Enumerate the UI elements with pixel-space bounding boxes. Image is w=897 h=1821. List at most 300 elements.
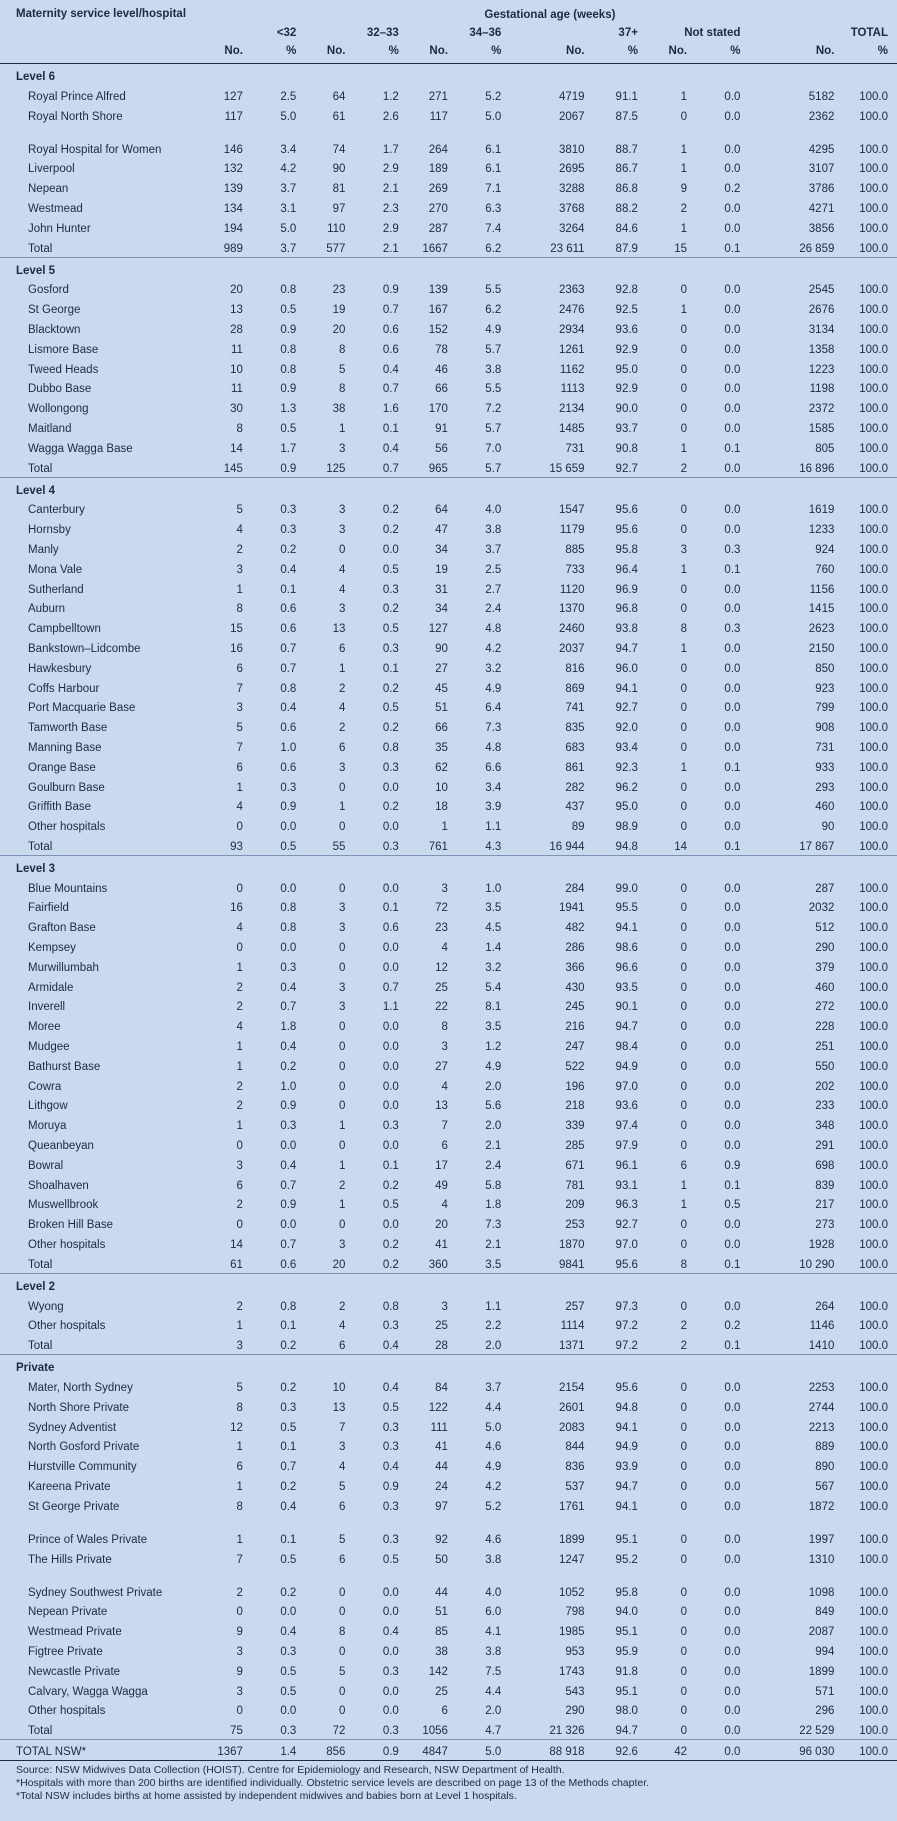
table-row bbox=[0, 1213, 897, 1233]
percent-cell: 3.7 bbox=[280, 183, 297, 196]
count-cell: 2460 bbox=[558, 623, 585, 636]
percent-cell: 0.7 bbox=[280, 662, 297, 675]
percent-cell: 100.0 bbox=[859, 323, 888, 336]
percent-cell: 97.4 bbox=[615, 1120, 638, 1133]
percent-cell: 0.0 bbox=[724, 1021, 741, 1034]
count-cell: 741 bbox=[565, 702, 585, 715]
count-cell: 61 bbox=[332, 110, 346, 123]
hospital-name: Coffs Harbour bbox=[28, 682, 100, 695]
table-header bbox=[0, 0, 897, 64]
count-cell: 296 bbox=[815, 1705, 835, 1718]
count-cell: 6 bbox=[339, 642, 346, 655]
percent-cell: 100.0 bbox=[859, 543, 888, 556]
hospital-name: Bathurst Base bbox=[28, 1060, 101, 1073]
table-row bbox=[0, 617, 897, 637]
percent-cell: 2.1 bbox=[354, 237, 407, 257]
percent-cell: 84.6 bbox=[615, 222, 638, 235]
table-row bbox=[0, 677, 897, 697]
count-cell: 1 bbox=[236, 1533, 243, 1546]
count-cell: 24 bbox=[435, 1481, 448, 1493]
count-cell: 25 bbox=[435, 1320, 448, 1333]
count-cell: 1 bbox=[339, 1159, 346, 1172]
table-row bbox=[0, 1396, 897, 1416]
percent-cell: 0.0 bbox=[724, 801, 741, 814]
count-cell: 218 bbox=[565, 1100, 585, 1113]
count-cell: 0 bbox=[680, 781, 688, 794]
percent-cell: 0.0 bbox=[696, 1719, 749, 1739]
count-cell: 0 bbox=[680, 1120, 688, 1133]
count-cell: 2676 bbox=[808, 304, 835, 317]
section-title: Level 2 bbox=[16, 1280, 55, 1293]
count-cell: 816 bbox=[565, 662, 585, 675]
count-cell: 0 bbox=[680, 1553, 688, 1566]
percent-cell: 0.3 bbox=[280, 781, 297, 794]
table-row bbox=[0, 1680, 897, 1700]
percent-cell: 0.0 bbox=[724, 1685, 741, 1698]
table-row bbox=[0, 716, 897, 736]
count-cell: 366 bbox=[565, 961, 585, 974]
count-cell: 2 bbox=[236, 1586, 243, 1599]
hospital-name: Figtree Private bbox=[28, 1645, 103, 1658]
count-cell: 145 bbox=[203, 457, 252, 477]
percent-cell: 100.0 bbox=[859, 1401, 888, 1414]
count-cell: 9 bbox=[236, 1665, 243, 1678]
count-cell: 4847 bbox=[408, 1740, 457, 1760]
count-cell: 245 bbox=[565, 1001, 585, 1014]
percent-cell: 3.5 bbox=[485, 1021, 502, 1034]
service-level-header: Maternity service level/hospital bbox=[16, 8, 187, 20]
hospital-name: Other hospitals bbox=[28, 1239, 106, 1252]
table-row bbox=[0, 318, 897, 338]
percent-cell: 0.0 bbox=[382, 821, 399, 834]
table-row bbox=[0, 1035, 897, 1055]
count-cell: 34 bbox=[435, 603, 448, 616]
percent-cell: 3.8 bbox=[485, 363, 502, 376]
percent-cell: 100.0 bbox=[859, 1060, 888, 1073]
table-row bbox=[0, 1620, 897, 1640]
count-cell: 55 bbox=[305, 835, 354, 855]
count-cell: 20 bbox=[230, 284, 243, 297]
percent-cell: 4.1 bbox=[485, 1626, 502, 1639]
percent-cell: 0.8 bbox=[280, 363, 297, 376]
count-cell: 19 bbox=[435, 563, 448, 576]
hospital-name: Mona Vale bbox=[28, 563, 83, 576]
percent-cell: 2.4 bbox=[485, 1159, 502, 1172]
count-cell: 139 bbox=[223, 183, 243, 196]
count-cell: 0 bbox=[680, 1300, 688, 1313]
count-cell: 0 bbox=[236, 1219, 243, 1232]
percent-cell: 2.3 bbox=[382, 202, 399, 215]
percent-cell: 0.3 bbox=[280, 1120, 297, 1133]
percent-cell: 95.8 bbox=[615, 543, 638, 556]
sub-header-pct: % bbox=[491, 45, 502, 57]
count-cell: 3 bbox=[339, 981, 346, 994]
count-cell: 196 bbox=[565, 1080, 585, 1093]
percent-cell: 100.0 bbox=[859, 1586, 888, 1599]
table-row bbox=[0, 1095, 897, 1115]
percent-cell: 0.5 bbox=[724, 1199, 741, 1212]
count-cell: 1223 bbox=[808, 363, 835, 376]
count-cell: 5 bbox=[339, 1665, 346, 1678]
count-cell: 25 bbox=[435, 981, 448, 994]
count-cell: 2545 bbox=[808, 284, 835, 297]
percent-cell: 0.0 bbox=[724, 1300, 741, 1313]
percent-cell: 94.8 bbox=[594, 835, 647, 855]
count-cell: 1 bbox=[236, 1060, 243, 1073]
count-cell: 0 bbox=[236, 1140, 243, 1153]
percent-cell: 0.0 bbox=[724, 1140, 741, 1153]
count-cell: 856 bbox=[305, 1740, 354, 1760]
count-cell: 1198 bbox=[809, 383, 835, 396]
percent-cell: 1.0 bbox=[280, 1080, 297, 1093]
table-row bbox=[0, 796, 897, 816]
count-cell: 0 bbox=[680, 682, 688, 695]
count-cell: 861 bbox=[565, 761, 585, 774]
hospital-name: Moruya bbox=[28, 1120, 67, 1133]
percent-cell: 2.0 bbox=[485, 1120, 502, 1133]
percent-cell: 100.0 bbox=[859, 781, 888, 794]
count-cell: 0 bbox=[339, 1060, 346, 1073]
count-cell: 0 bbox=[339, 961, 346, 974]
table-row bbox=[0, 538, 897, 558]
percent-cell: 2.1 bbox=[485, 1140, 502, 1153]
count-cell: 2087 bbox=[808, 1626, 835, 1639]
percent-cell: 0.2 bbox=[382, 682, 399, 695]
count-cell: 571 bbox=[815, 1685, 835, 1698]
percent-cell: 0.0 bbox=[724, 942, 741, 955]
percent-cell: 0.7 bbox=[280, 1239, 297, 1252]
percent-cell: 0.4 bbox=[382, 363, 399, 376]
count-cell: 51 bbox=[435, 702, 448, 715]
count-cell: 0 bbox=[680, 882, 688, 895]
count-cell: 0 bbox=[680, 741, 688, 754]
percent-cell: 0.4 bbox=[280, 702, 297, 715]
percent-cell: 100.0 bbox=[859, 942, 888, 955]
percent-cell: 0.3 bbox=[382, 1665, 399, 1678]
count-cell: 6 bbox=[339, 1500, 346, 1513]
percent-cell: 3.8 bbox=[485, 1553, 502, 1566]
count-cell: 20 bbox=[435, 1219, 448, 1232]
percent-cell: 0.2 bbox=[252, 1334, 305, 1354]
count-cell: 9 bbox=[680, 183, 688, 196]
percent-cell: 94.1 bbox=[615, 1500, 638, 1513]
count-cell: 0 bbox=[680, 1060, 688, 1073]
percent-cell: 2.5 bbox=[485, 563, 502, 576]
count-cell: 1985 bbox=[558, 1626, 585, 1639]
table-notes bbox=[0, 1760, 897, 1803]
hospital-name: Wollongong bbox=[28, 403, 89, 416]
percent-cell: 0.0 bbox=[382, 1705, 399, 1718]
section-header-row bbox=[0, 855, 897, 877]
source-note: Source: NSW Midwives Data Collection (HOIST). Centre for Epidemiology and Research, NSW Department of Health. bbox=[16, 1763, 565, 1776]
count-cell: 125 bbox=[305, 457, 354, 477]
table-row bbox=[0, 1295, 897, 1315]
section-total-row bbox=[0, 1719, 897, 1739]
count-cell: 4 bbox=[236, 524, 243, 537]
percent-cell: 0.0 bbox=[724, 1041, 741, 1054]
count-cell: 1872 bbox=[808, 1500, 835, 1513]
count-cell: 839 bbox=[815, 1179, 835, 1192]
count-cell: 0 bbox=[680, 1100, 688, 1113]
sub-header-no: No. bbox=[566, 45, 585, 57]
col-header-37-plus: 37+ bbox=[618, 27, 638, 39]
percent-cell: 100.0 bbox=[859, 801, 888, 814]
percent-cell: 100.0 bbox=[859, 143, 888, 156]
percent-cell: 0.0 bbox=[724, 1586, 741, 1599]
percent-cell: 94.7 bbox=[615, 642, 638, 655]
count-cell: 257 bbox=[565, 1300, 585, 1313]
count-cell: 7 bbox=[236, 741, 243, 754]
percent-cell: 100.0 bbox=[859, 1120, 888, 1133]
count-cell: 62 bbox=[435, 761, 448, 774]
count-cell: 8 bbox=[339, 1626, 346, 1639]
percent-cell: 7.0 bbox=[485, 442, 502, 455]
count-cell: 512 bbox=[815, 922, 835, 935]
count-cell: 23 bbox=[332, 284, 346, 297]
count-cell: 2623 bbox=[808, 623, 835, 636]
percent-cell: 100.0 bbox=[859, 1500, 888, 1513]
percent-cell: 0.2 bbox=[280, 1060, 297, 1073]
hospital-name: Bankstown–Lidcombe bbox=[28, 642, 141, 655]
percent-cell: 100.0 bbox=[859, 284, 888, 297]
percent-cell: 6.6 bbox=[485, 761, 502, 774]
table-row bbox=[0, 338, 897, 358]
count-cell: 0 bbox=[339, 882, 346, 895]
count-cell: 1 bbox=[680, 1199, 688, 1212]
count-cell: 16 896 bbox=[749, 457, 843, 477]
count-cell: 1179 bbox=[559, 524, 585, 537]
count-cell: 2083 bbox=[558, 1421, 585, 1434]
percent-cell: 0.0 bbox=[382, 781, 399, 794]
percent-cell: 0.2 bbox=[724, 183, 741, 196]
count-cell: 3 bbox=[339, 603, 346, 616]
percent-cell: 0.0 bbox=[382, 543, 399, 556]
percent-cell: 4.2 bbox=[485, 1481, 502, 1493]
count-cell: 869 bbox=[565, 682, 585, 695]
percent-cell: 0.6 bbox=[252, 1253, 305, 1273]
count-cell: 965 bbox=[408, 457, 457, 477]
percent-cell: 0.1 bbox=[280, 583, 297, 596]
percent-cell: 5.7 bbox=[485, 343, 502, 356]
count-cell: 3768 bbox=[558, 202, 585, 215]
count-cell: 4 bbox=[339, 563, 346, 576]
sub-header-pct: % bbox=[286, 45, 297, 57]
percent-cell: 0.8 bbox=[280, 922, 297, 935]
percent-cell: 93.5 bbox=[615, 981, 638, 994]
count-cell: 781 bbox=[565, 1179, 585, 1192]
percent-cell: 100.0 bbox=[859, 761, 888, 774]
table-row bbox=[0, 1376, 897, 1396]
count-cell: 142 bbox=[428, 1665, 448, 1678]
section-title: Level 3 bbox=[16, 862, 55, 875]
count-cell: 273 bbox=[815, 1219, 835, 1232]
percent-cell: 100.0 bbox=[859, 1100, 888, 1113]
count-cell: 7 bbox=[339, 1421, 346, 1434]
percent-cell: 0.0 bbox=[724, 1382, 741, 1395]
count-cell: 5 bbox=[339, 363, 346, 376]
percent-cell: 0.1 bbox=[280, 1441, 297, 1454]
percent-cell: 4.9 bbox=[485, 1060, 502, 1073]
percent-cell: 0.0 bbox=[382, 1645, 399, 1658]
count-cell: 0 bbox=[680, 1140, 688, 1153]
percent-cell: 0.1 bbox=[382, 422, 399, 435]
percent-cell: 1.7 bbox=[280, 442, 297, 455]
percent-cell: 0.0 bbox=[724, 110, 741, 123]
percent-cell: 0.0 bbox=[724, 583, 741, 596]
count-cell: 27 bbox=[435, 1060, 448, 1073]
percent-cell: 3.8 bbox=[485, 524, 502, 537]
table-row bbox=[0, 105, 897, 125]
count-cell: 0 bbox=[339, 781, 346, 794]
sub-header-no: No. bbox=[326, 45, 346, 57]
percent-cell: 91.1 bbox=[615, 90, 638, 103]
percent-cell: 0.0 bbox=[724, 1239, 741, 1252]
percent-cell: 0.9 bbox=[280, 801, 297, 814]
percent-cell: 94.7 bbox=[615, 1481, 638, 1493]
percent-cell: 94.1 bbox=[615, 682, 638, 695]
count-cell: 1367 bbox=[203, 1740, 252, 1760]
percent-cell: 5.4 bbox=[485, 981, 502, 994]
percent-cell: 4.7 bbox=[457, 1719, 510, 1739]
hospital-name: Nepean Private bbox=[28, 1606, 108, 1619]
percent-cell: 0.4 bbox=[382, 1382, 399, 1395]
percent-cell: 3.2 bbox=[485, 961, 502, 974]
hospital-name: St George Private bbox=[28, 1500, 120, 1513]
percent-cell: 3.9 bbox=[485, 801, 502, 814]
percent-cell: 0.0 bbox=[724, 504, 741, 517]
percent-cell: 5.2 bbox=[485, 90, 502, 103]
count-cell: 1 bbox=[680, 1179, 688, 1192]
hospital-name: Orange Base bbox=[28, 761, 96, 774]
count-cell: 110 bbox=[327, 222, 346, 235]
percent-cell: 0.5 bbox=[382, 1199, 399, 1212]
sub-header-row bbox=[0, 42, 897, 64]
count-cell: 698 bbox=[815, 1159, 835, 1172]
table-row bbox=[0, 578, 897, 598]
count-cell: 49 bbox=[435, 1179, 448, 1192]
percent-cell: 100.0 bbox=[859, 403, 888, 416]
count-cell: 97 bbox=[332, 202, 346, 215]
percent-cell: 100.0 bbox=[859, 1239, 888, 1252]
count-cell: 5182 bbox=[808, 90, 835, 103]
count-cell: 3 bbox=[236, 1685, 243, 1698]
count-cell: 1 bbox=[680, 761, 688, 774]
percent-cell: 100.0 bbox=[859, 222, 888, 235]
count-cell: 90 bbox=[435, 642, 448, 655]
percent-cell: 0.0 bbox=[724, 1481, 741, 1493]
percent-cell: 100.0 bbox=[859, 1199, 888, 1212]
percent-cell: 97.2 bbox=[594, 1334, 647, 1354]
percent-cell: 95.6 bbox=[615, 504, 638, 517]
percent-cell: 0.0 bbox=[382, 1586, 399, 1599]
percent-cell: 4.6 bbox=[485, 1533, 502, 1546]
percent-cell: 3.4 bbox=[485, 781, 502, 794]
footnote-hospitals: *Hospitals with more than 200 births are identified individually. Obstetric service levels are described on page 13 of the Methods chapter. bbox=[16, 1776, 650, 1789]
count-cell: 0 bbox=[680, 1021, 688, 1034]
percent-cell: 100.0 bbox=[859, 442, 888, 455]
count-cell: 923 bbox=[815, 682, 835, 695]
percent-cell: 3.7 bbox=[485, 543, 502, 556]
percent-cell: 4.3 bbox=[457, 835, 510, 855]
count-cell: 1162 bbox=[559, 363, 585, 376]
percent-cell: 92.7 bbox=[615, 1219, 638, 1232]
count-cell: 1358 bbox=[808, 343, 835, 356]
hospital-name: Port Macquarie Base bbox=[28, 702, 136, 715]
table-row bbox=[0, 125, 897, 158]
percent-cell: 97.2 bbox=[615, 1320, 638, 1333]
count-cell: 4 bbox=[236, 922, 243, 935]
count-cell: 4271 bbox=[808, 202, 835, 215]
count-cell: 92 bbox=[435, 1533, 448, 1546]
count-cell: 290 bbox=[565, 1705, 585, 1718]
percent-cell: 0.3 bbox=[354, 835, 407, 855]
count-cell: 14 bbox=[230, 1239, 243, 1252]
sub-header-no: No. bbox=[668, 45, 688, 57]
percent-cell: 100.0 bbox=[859, 961, 888, 974]
table-row bbox=[0, 1640, 897, 1660]
percent-cell: 100.0 bbox=[859, 1685, 888, 1698]
count-cell: 3810 bbox=[558, 143, 585, 156]
count-cell: 285 bbox=[565, 1140, 585, 1153]
table-row bbox=[0, 877, 897, 897]
section-total-row bbox=[0, 1334, 897, 1354]
hospital-name: Sydney Adventist bbox=[28, 1421, 117, 1434]
count-cell: 379 bbox=[815, 961, 835, 974]
percent-cell: 5.0 bbox=[280, 110, 297, 123]
percent-cell: 3.2 bbox=[485, 662, 502, 675]
count-cell: 22 bbox=[435, 1001, 448, 1014]
hospital-name: Hornsby bbox=[28, 524, 71, 537]
count-cell: 272 bbox=[815, 1001, 835, 1014]
count-cell: 44 bbox=[435, 1586, 448, 1599]
count-cell: 4295 bbox=[808, 143, 835, 156]
percent-cell: 98.4 bbox=[615, 1041, 638, 1054]
count-cell: 1870 bbox=[558, 1239, 585, 1252]
count-cell: 35 bbox=[435, 741, 448, 754]
count-cell: 482 bbox=[565, 922, 585, 935]
percent-cell: 0.3 bbox=[382, 1533, 399, 1546]
section-header-row bbox=[0, 1355, 897, 1377]
count-cell: 1 bbox=[441, 821, 448, 834]
percent-cell: 6.0 bbox=[485, 1606, 502, 1619]
count-cell: 1743 bbox=[558, 1665, 585, 1678]
percent-cell: 0.1 bbox=[382, 662, 399, 675]
count-cell: 42 bbox=[647, 1740, 696, 1760]
count-cell: 731 bbox=[815, 741, 835, 754]
percent-cell: 0.6 bbox=[382, 343, 399, 356]
count-cell: 16 bbox=[230, 902, 243, 915]
percent-cell: 93.4 bbox=[615, 741, 638, 754]
count-cell: 10 bbox=[435, 781, 448, 794]
percent-cell: 0.7 bbox=[280, 1461, 297, 1474]
count-cell: 0 bbox=[236, 821, 243, 834]
count-cell: 1113 bbox=[560, 383, 585, 396]
percent-cell: 0.0 bbox=[724, 1441, 741, 1454]
percent-cell: 0.6 bbox=[382, 323, 399, 336]
percent-cell: 0.2 bbox=[280, 1586, 297, 1599]
hospital-name: Mudgee bbox=[28, 1041, 70, 1054]
count-cell: 194 bbox=[223, 222, 243, 235]
count-cell: 348 bbox=[815, 1120, 835, 1133]
percent-cell: 0.4 bbox=[354, 1334, 407, 1354]
percent-cell: 92.8 bbox=[615, 284, 638, 297]
percent-cell: 0.5 bbox=[280, 1685, 297, 1698]
count-cell: 885 bbox=[565, 543, 585, 556]
percent-cell: 100.0 bbox=[859, 1645, 888, 1658]
percent-cell: 0.4 bbox=[280, 1041, 297, 1054]
percent-cell: 96.1 bbox=[615, 1159, 638, 1172]
count-cell: 0 bbox=[680, 1586, 688, 1599]
